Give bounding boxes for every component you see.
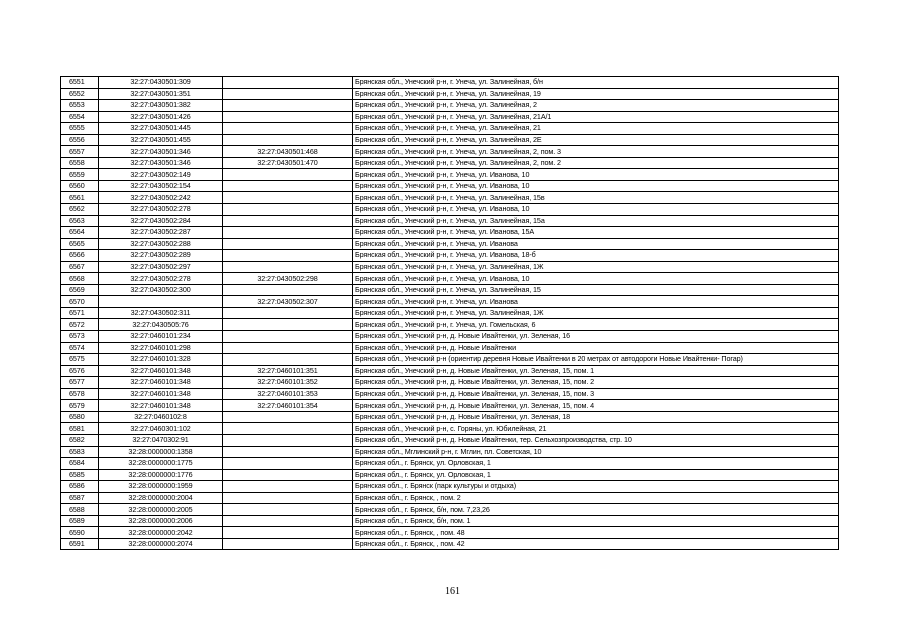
address-cell: Брянская обл., Унечский р-н, г. Унеча, ул. Залинейная, 15 — [353, 284, 839, 296]
related-cadastral-number-cell: 32:27:0430502:307 — [223, 296, 353, 308]
row-number-cell: 6587 — [61, 492, 99, 504]
address-cell: Брянская обл., Унечский р-н, г. Унеча, ул. Иванова — [353, 238, 839, 250]
cadastral-number-cell: 32:27:0430502:149 — [99, 169, 223, 181]
table-row — [61, 354, 839, 366]
cadastral-number-cell: 32:27:0470302:91 — [99, 434, 223, 446]
row-number-cell: 6565 — [61, 238, 99, 250]
cadastral-number-cell: 32:28:0000000:2005 — [99, 504, 223, 516]
row-number-cell: 6583 — [61, 446, 99, 458]
table-row — [61, 169, 839, 181]
table-row — [61, 261, 839, 273]
row-number-cell: 6559 — [61, 169, 99, 181]
table-row — [61, 250, 839, 262]
table-row — [61, 146, 839, 158]
related-cadastral-number-cell — [223, 492, 353, 504]
cadastral-number-cell: 32:27:0430501:382 — [99, 100, 223, 112]
table-row — [61, 400, 839, 412]
row-number-cell: 6551 — [61, 77, 99, 89]
row-number-cell: 6586 — [61, 481, 99, 493]
registry-table — [60, 76, 839, 550]
address-cell: Брянская обл., г. Брянск, , пом. 2 — [353, 492, 839, 504]
table-row — [61, 331, 839, 343]
cadastral-number-cell: 32:28:0000000:2004 — [99, 492, 223, 504]
cadastral-number-cell: 32:27:0460101:348 — [99, 400, 223, 412]
row-number-cell: 6561 — [61, 192, 99, 204]
address-cell: Брянская обл., Унечский р-н, д. Новые Ивайтенки, ул. Зеленая, 15, пом. 1 — [353, 365, 839, 377]
related-cadastral-number-cell — [223, 192, 353, 204]
cadastral-number-cell: 32:27:0460101:348 — [99, 365, 223, 377]
row-number-cell: 6570 — [61, 296, 99, 308]
address-cell: Брянская обл., Унечский р-н, д. Новые Ивайтенки, ул. Зеленая, 15, пом. 3 — [353, 388, 839, 400]
address-cell: Брянская обл., Унечский р-н, г. Унеча, ул. Залинейная, 1Ж — [353, 261, 839, 273]
table-row — [61, 388, 839, 400]
related-cadastral-number-cell — [223, 307, 353, 319]
row-number-cell: 6576 — [61, 365, 99, 377]
table-row — [61, 446, 839, 458]
address-cell: Брянская обл., Унечский р-н, д. Новые Ивайтенки, ул. Зеленая, 16 — [353, 331, 839, 343]
table-row — [61, 307, 839, 319]
related-cadastral-number-cell: 32:27:0430502:298 — [223, 273, 353, 285]
related-cadastral-number-cell — [223, 169, 353, 181]
cadastral-number-cell: 32:27:0430502:288 — [99, 238, 223, 250]
cadastral-number-cell: 32:27:0430502:297 — [99, 261, 223, 273]
row-number-cell: 6589 — [61, 515, 99, 527]
related-cadastral-number-cell — [223, 446, 353, 458]
cadastral-number-cell: 32:27:0460101:328 — [99, 354, 223, 366]
row-number-cell: 6581 — [61, 423, 99, 435]
related-cadastral-number-cell — [223, 527, 353, 539]
table-row — [61, 180, 839, 192]
row-number-cell: 6564 — [61, 227, 99, 239]
row-number-cell: 6557 — [61, 146, 99, 158]
cadastral-number-cell: 32:27:0430501:351 — [99, 88, 223, 100]
address-cell: Брянская обл., Унечский р-н, г. Унеча, ул. Залинейная, 15а — [353, 215, 839, 227]
table-row — [61, 111, 839, 123]
related-cadastral-number-cell — [223, 423, 353, 435]
cadastral-number-cell: 32:27:0460101:348 — [99, 377, 223, 389]
cadastral-number-cell: 32:27:0430501:346 — [99, 146, 223, 158]
table-row — [61, 527, 839, 539]
row-number-cell: 6568 — [61, 273, 99, 285]
address-cell: Брянская обл., Унечский р-н, г. Унеча, ул. Залинейная, 2, пом. 2 — [353, 157, 839, 169]
row-number-cell: 6558 — [61, 157, 99, 169]
address-cell: Брянская обл., г. Брянск (парк культуры и отдыха) — [353, 481, 839, 493]
address-cell: Брянская обл., г. Брянск, ул. Орловская, 1 — [353, 458, 839, 470]
cadastral-number-cell: 32:27:0430502:287 — [99, 227, 223, 239]
table-row — [61, 88, 839, 100]
related-cadastral-number-cell — [223, 111, 353, 123]
related-cadastral-number-cell: 32:27:0460101:351 — [223, 365, 353, 377]
related-cadastral-number-cell — [223, 342, 353, 354]
table-row — [61, 77, 839, 89]
address-cell: Брянская обл., Мглинский р-н, г. Мглин, пл. Советская, 10 — [353, 446, 839, 458]
address-cell: Брянская обл., Унечский р-н, г. Унеча, ул. Залинейная, б/н — [353, 77, 839, 89]
row-number-cell: 6580 — [61, 411, 99, 423]
row-number-cell: 6577 — [61, 377, 99, 389]
cadastral-number-cell: 32:28:0000000:2006 — [99, 515, 223, 527]
cadastral-number-cell: 32:27:0430501:346 — [99, 157, 223, 169]
related-cadastral-number-cell — [223, 180, 353, 192]
row-number-cell: 6579 — [61, 400, 99, 412]
related-cadastral-number-cell — [223, 77, 353, 89]
cadastral-number-cell: 32:27:0430502:284 — [99, 215, 223, 227]
cadastral-number-cell: 32:28:0000000:2074 — [99, 538, 223, 550]
cadastral-number-cell: 32:27:0430502:278 — [99, 273, 223, 285]
row-number-cell: 6566 — [61, 250, 99, 262]
address-cell: Брянская обл., Унечский р-н, г. Унеча, ул. Иванова, 10 — [353, 204, 839, 216]
address-cell: Брянская обл., Унечский р-н, г. Унеча, ул. Залинейная, 19 — [353, 88, 839, 100]
row-number-cell: 6578 — [61, 388, 99, 400]
address-cell: Брянская обл., Унечский р-н, с. Горяны, ул. Юбилейная, 21 — [353, 423, 839, 435]
cadastral-number-cell: 32:28:0000000:1776 — [99, 469, 223, 481]
cadastral-number-cell: 32:27:0430501:445 — [99, 123, 223, 135]
address-cell: Брянская обл., Унечский р-н, г. Унеча, ул. Иванова, 10 — [353, 273, 839, 285]
related-cadastral-number-cell — [223, 215, 353, 227]
related-cadastral-number-cell: 32:27:0460101:353 — [223, 388, 353, 400]
related-cadastral-number-cell — [223, 319, 353, 331]
table-row — [61, 227, 839, 239]
related-cadastral-number-cell — [223, 515, 353, 527]
related-cadastral-number-cell — [223, 238, 353, 250]
address-cell: Брянская обл., Унечский р-н, д. Новые Ивайтенки, ул. Зеленая, 15, пом. 2 — [353, 377, 839, 389]
cadastral-number-cell: 32:28:0000000:1959 — [99, 481, 223, 493]
cadastral-number-cell: 32:27:0430501:309 — [99, 77, 223, 89]
related-cadastral-number-cell: 32:27:0430501:470 — [223, 157, 353, 169]
cadastral-number-cell: 32:27:0460301:102 — [99, 423, 223, 435]
related-cadastral-number-cell — [223, 261, 353, 273]
row-number-cell: 6569 — [61, 284, 99, 296]
related-cadastral-number-cell — [223, 354, 353, 366]
cadastral-number-cell: 32:27:0460102:8 — [99, 411, 223, 423]
table-row — [61, 134, 839, 146]
cadastral-number-cell: 32:28:0000000:2042 — [99, 527, 223, 539]
address-cell: Брянская обл., Унечский р-н, г. Унеча, ул. Иванова, 18-б — [353, 250, 839, 262]
address-cell: Брянская обл., г. Брянск, б/н, пом. 1 — [353, 515, 839, 527]
row-number-cell: 6585 — [61, 469, 99, 481]
related-cadastral-number-cell — [223, 204, 353, 216]
address-cell: Брянская обл., Унечский р-н, г. Унеча, ул. Иванова, 15А — [353, 227, 839, 239]
row-number-cell: 6556 — [61, 134, 99, 146]
related-cadastral-number-cell — [223, 123, 353, 135]
table-row — [61, 458, 839, 470]
address-cell: Брянская обл., г. Брянск, , пом. 48 — [353, 527, 839, 539]
address-cell: Брянская обл., Унечский р-н, г. Унеча, ул. Залинейная, 2, пом. 3 — [353, 146, 839, 158]
address-cell: Брянская обл., Унечский р-н, г. Унеча, ул. Залинейная, 2 — [353, 100, 839, 112]
row-number-cell: 6554 — [61, 111, 99, 123]
address-cell: Брянская обл., Унечский р-н, г. Унеча, ул. Иванова, 10 — [353, 169, 839, 181]
address-cell: Брянская обл., Унечский р-н, д. Новые Ивайтенки, ул. Зеленая, 15, пом. 4 — [353, 400, 839, 412]
table-row — [61, 273, 839, 285]
cadastral-number-cell: 32:27:0430502:154 — [99, 180, 223, 192]
related-cadastral-number-cell — [223, 504, 353, 516]
row-number-cell: 6552 — [61, 88, 99, 100]
cadastral-number-cell: 32:27:0430502:300 — [99, 284, 223, 296]
cadastral-number-cell — [99, 296, 223, 308]
row-number-cell: 6567 — [61, 261, 99, 273]
address-cell: Брянская обл., Унечский р-н, г. Унеча, ул. Залинейная, 1Ж — [353, 307, 839, 319]
cadastral-number-cell: 32:27:0430502:311 — [99, 307, 223, 319]
table-row — [61, 377, 839, 389]
table-row — [61, 192, 839, 204]
related-cadastral-number-cell — [223, 250, 353, 262]
cadastral-number-cell: 32:27:0430502:242 — [99, 192, 223, 204]
table-row — [61, 238, 839, 250]
address-cell: Брянская обл., Унечский р-н, г. Унеча, ул. Иванова, 10 — [353, 180, 839, 192]
address-cell: Брянская обл., Унечский р-н (ориентир деревня Новые Ивайтенки в 20 метрах от автодороги Новые Ивайтенки- Погар) — [353, 354, 839, 366]
address-cell: Брянская обл., г. Брянск, , пом. 42 — [353, 538, 839, 550]
row-number-cell: 6553 — [61, 100, 99, 112]
page-number: 161 — [445, 586, 460, 597]
table-row — [61, 215, 839, 227]
table-row — [61, 365, 839, 377]
row-number-cell: 6571 — [61, 307, 99, 319]
cadastral-number-cell: 32:28:0000000:1775 — [99, 458, 223, 470]
table-row — [61, 492, 839, 504]
row-number-cell: 6573 — [61, 331, 99, 343]
address-cell: Брянская обл., Унечский р-н, д. Новые Ивайтенки, тер. Сельхозпроизводства, стр. 10 — [353, 434, 839, 446]
row-number-cell: 6563 — [61, 215, 99, 227]
cadastral-number-cell: 32:27:0430502:278 — [99, 204, 223, 216]
related-cadastral-number-cell — [223, 331, 353, 343]
table-row — [61, 481, 839, 493]
row-number-cell: 6574 — [61, 342, 99, 354]
table-row — [61, 515, 839, 527]
address-cell: Брянская обл., Унечский р-н, г. Унеча, ул. Залинейная, 2Е — [353, 134, 839, 146]
related-cadastral-number-cell — [223, 538, 353, 550]
address-cell: Брянская обл., Унечский р-н, г. Унеча, ул. Залинейная, 21 — [353, 123, 839, 135]
table-row — [61, 296, 839, 308]
table-row — [61, 504, 839, 516]
table-row — [61, 342, 839, 354]
address-cell: Брянская обл., г. Брянск, б/н, пом. 7,23,26 — [353, 504, 839, 516]
cadastral-number-cell: 32:27:0460101:348 — [99, 388, 223, 400]
row-number-cell: 6575 — [61, 354, 99, 366]
address-cell: Брянская обл., Унечский р-н, д. Новые Ивайтенки — [353, 342, 839, 354]
table-row — [61, 284, 839, 296]
row-number-cell: 6560 — [61, 180, 99, 192]
table-row — [61, 123, 839, 135]
address-cell: Брянская обл., Унечский р-н, г. Унеча, ул. Гомельская, 6 — [353, 319, 839, 331]
address-cell: Брянская обл., Унечский р-н, г. Унеча, ул. Залинейная, 15в — [353, 192, 839, 204]
row-number-cell: 6588 — [61, 504, 99, 516]
related-cadastral-number-cell: 32:27:0460101:354 — [223, 400, 353, 412]
cadastral-number-cell: 32:27:0430502:289 — [99, 250, 223, 262]
related-cadastral-number-cell — [223, 411, 353, 423]
related-cadastral-number-cell — [223, 284, 353, 296]
table-row — [61, 423, 839, 435]
row-number-cell: 6591 — [61, 538, 99, 550]
table-row — [61, 538, 839, 550]
related-cadastral-number-cell: 32:27:0460101:352 — [223, 377, 353, 389]
table-row — [61, 411, 839, 423]
row-number-cell: 6590 — [61, 527, 99, 539]
table-row — [61, 100, 839, 112]
registry-table-body — [61, 77, 839, 550]
address-cell: Брянская обл., Унечский р-н, г. Унеча, ул. Залинейная, 21А/1 — [353, 111, 839, 123]
cadastral-number-cell: 32:27:0460101:234 — [99, 331, 223, 343]
row-number-cell: 6572 — [61, 319, 99, 331]
address-cell: Брянская обл., Унечский р-н, г. Унеча, ул. Иванова — [353, 296, 839, 308]
table-row — [61, 469, 839, 481]
row-number-cell: 6582 — [61, 434, 99, 446]
related-cadastral-number-cell — [223, 458, 353, 470]
table-row — [61, 319, 839, 331]
cadastral-number-cell: 32:28:0000000:1358 — [99, 446, 223, 458]
address-cell: Брянская обл., г. Брянск, ул. Орловская, 1 — [353, 469, 839, 481]
related-cadastral-number-cell — [223, 134, 353, 146]
related-cadastral-number-cell: 32:27:0430501:468 — [223, 146, 353, 158]
related-cadastral-number-cell — [223, 434, 353, 446]
cadastral-number-cell: 32:27:0430505:76 — [99, 319, 223, 331]
related-cadastral-number-cell — [223, 227, 353, 239]
related-cadastral-number-cell — [223, 88, 353, 100]
related-cadastral-number-cell — [223, 481, 353, 493]
address-cell: Брянская обл., Унечский р-н, д. Новые Ивайтенки, ул. Зеленая, 18 — [353, 411, 839, 423]
table-row — [61, 434, 839, 446]
table-row — [61, 204, 839, 216]
cadastral-number-cell: 32:27:0430501:455 — [99, 134, 223, 146]
related-cadastral-number-cell — [223, 100, 353, 112]
row-number-cell: 6584 — [61, 458, 99, 470]
table-row — [61, 157, 839, 169]
row-number-cell: 6562 — [61, 204, 99, 216]
cadastral-number-cell: 32:27:0430501:426 — [99, 111, 223, 123]
row-number-cell: 6555 — [61, 123, 99, 135]
related-cadastral-number-cell — [223, 469, 353, 481]
cadastral-number-cell: 32:27:0460101:298 — [99, 342, 223, 354]
